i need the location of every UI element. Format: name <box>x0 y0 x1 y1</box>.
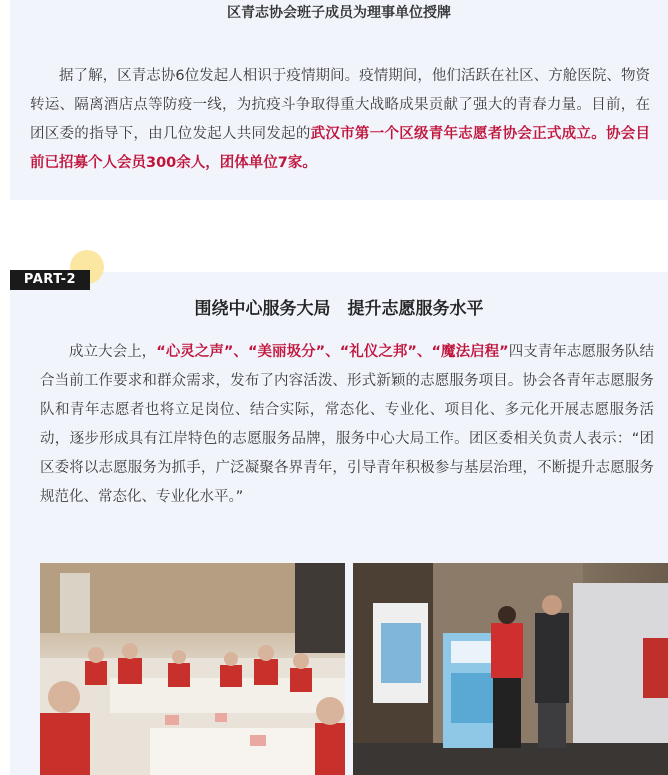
paragraph-2-text-after: 四支青年志愿服务队结合当前工作要求和群众需求，发布了内容活泼、形式新颖的志愿服务项目。协会各青年志愿服务队和青年志愿者也将立足岗位、结合实际，常态化、专业化、项目化、多元化开展志愿服务活动，逐步形成具有江岸特色的志愿服务品牌，服务中心大局工作。团区委相关负责人表示：“团区委将以志愿服务为抓手，广泛凝聚各界青年，引导青年积极参与基层治理，不断提升志愿服务规范化、常态化、专业化水平。” <box>40 344 655 505</box>
meeting-photo <box>40 563 345 775</box>
part-label: PART-2 <box>10 270 90 290</box>
photo-caption: 区青志协会班子成员为理事单位授牌 <box>227 5 451 21</box>
meeting-photo-illustration <box>40 563 345 775</box>
article-paragraph-2 <box>40 338 654 512</box>
paragraph-2-highlight: “心灵之声”、“美丽圾分”、“礼仪之邦”、“魔法启程” <box>156 344 509 360</box>
section-title: 围绕中心服务大局 提升志愿服务水平 <box>194 299 484 319</box>
kiosk-photo-illustration <box>353 563 668 775</box>
charity-kiosk-photo <box>353 563 668 775</box>
article-paragraph-1 <box>30 62 650 178</box>
paragraph-1-highlight: 武汉市第一个区级青年志愿者协会正式成立。协会目前已招募个人会员300余人，团体单位7家。 <box>30 126 651 171</box>
paragraph-1-text: 据了解，区青志协6位发起人相识于疫情期间。疫情期间，他们活跃在社区、方舱医院、物资转运、隔离酒店点等防疫一线，为抗疫斗争取得重大战略成果贡献了强大的青春力量。目前，在团区委的指导下，由几位发起人共同发起的 <box>30 68 650 142</box>
paragraph-2-text-before: 成立大会上， <box>69 344 157 360</box>
